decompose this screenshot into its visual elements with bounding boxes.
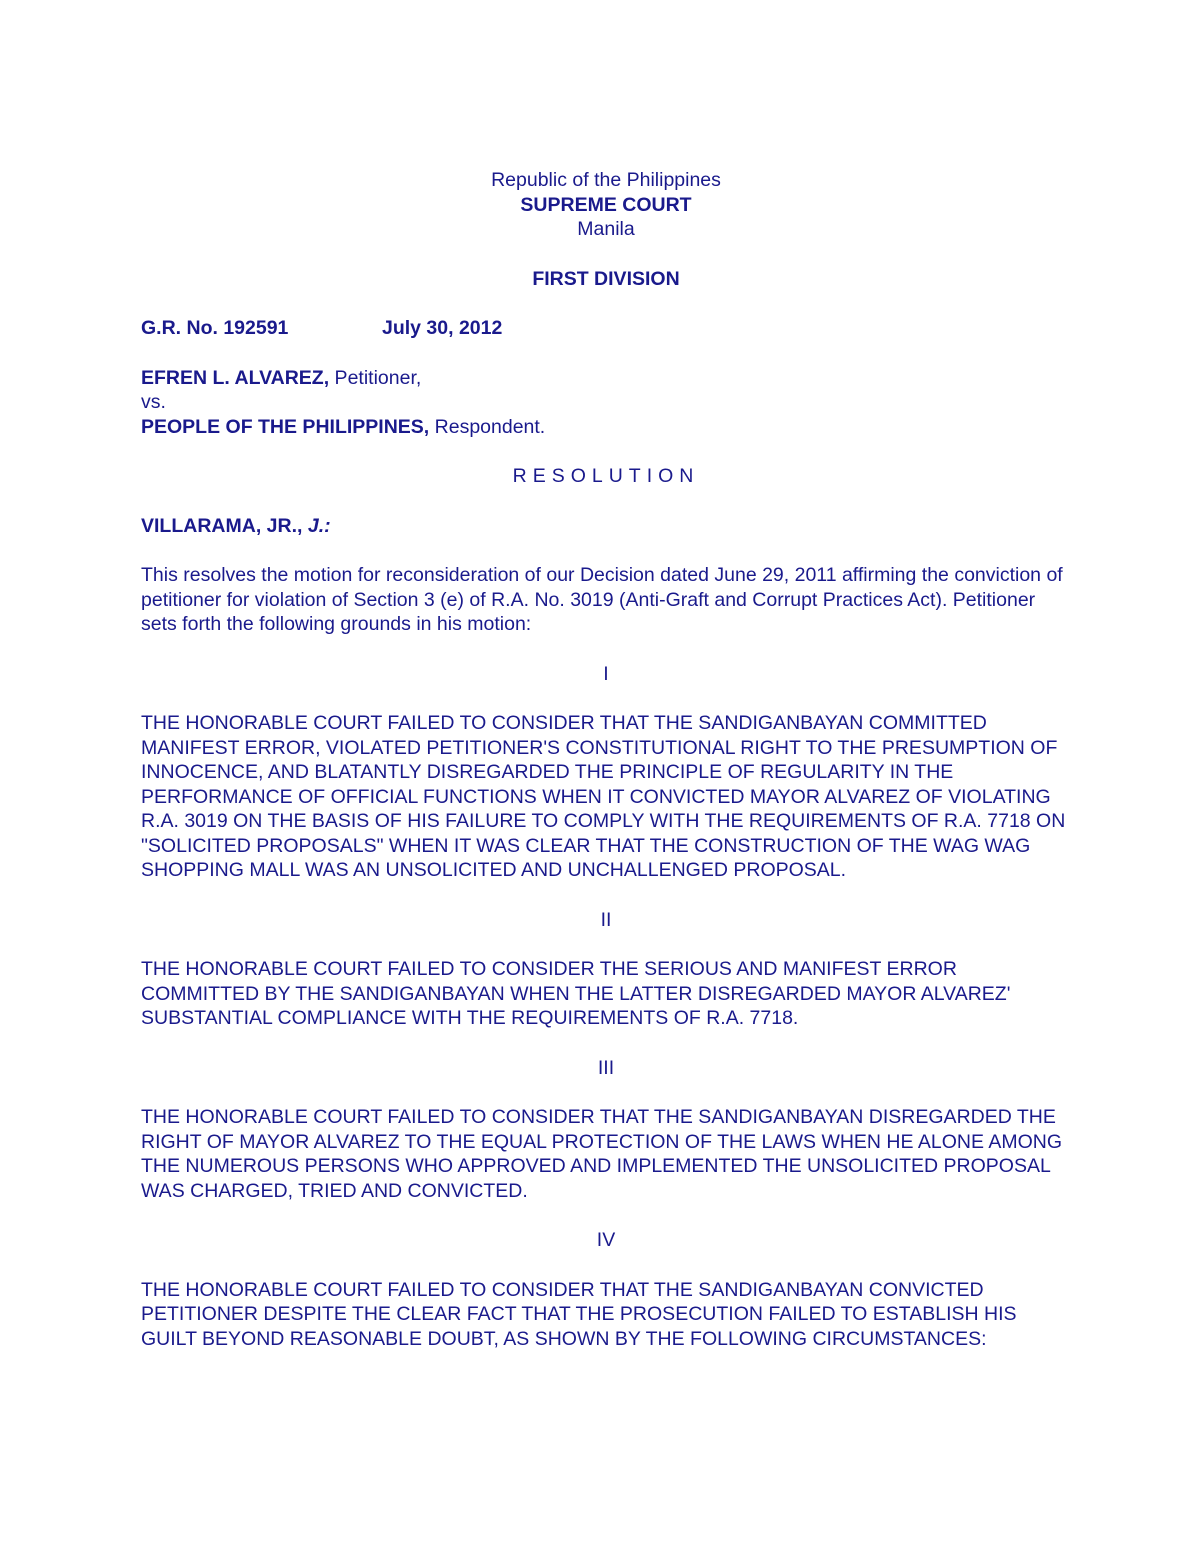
republic-heading: Republic of the Philippines <box>491 169 721 191</box>
court-heading: SUPREME COURT <box>520 193 692 216</box>
petitioner-name: EFREN L. ALVAREZ, <box>141 366 330 389</box>
document-page <box>141 168 1071 1351</box>
ground-text: THE HONORABLE COURT FAILED TO CONSIDER THAT THE SANDIGANBAYAN CONVICTED PETITIONER DESPITE THE CLEAR FACT THAT THE PROSECUTION FAILED TO ESTABLISH HIS GUILT BEYOND REASONABLE DOUBT, AS SHOWN BY THE FOLLOWING CIRCUMSTANCES: <box>141 1278 1017 1350</box>
petitioner-line <box>141 366 1071 391</box>
gr-number: G.R. No. 192591 <box>141 317 289 339</box>
decision-date: July 30, 2012 <box>382 317 503 339</box>
ponente-suffix: J.: <box>307 514 331 537</box>
ground-numeral: IV <box>596 1229 616 1251</box>
city-heading: Manila <box>577 218 635 240</box>
division-heading: FIRST DIVISION <box>532 267 680 290</box>
respondent-role: Respondent. <box>429 415 546 438</box>
versus: vs. <box>141 391 166 413</box>
respondent-name: PEOPLE OF THE PHILIPPINES, <box>141 415 430 438</box>
case-number-line <box>141 316 1071 341</box>
ground-numeral: III <box>597 1056 615 1079</box>
ponente-name: VILLARAMA, JR., <box>141 514 303 537</box>
ponente-line <box>141 514 1071 539</box>
resolution-title: RESOLUTION <box>512 465 700 487</box>
respondent-line <box>141 415 1071 440</box>
ground-text: THE HONORABLE COURT FAILED TO CONSIDER THAT THE SANDIGANBAYAN COMMITTED MANIFEST ERROR, VIOLATED PETITIONER'S CONSTITUTIONAL RIGHT TO THE PRESUMPTION OF INNOCENCE, AND BLATANTLY DISREGARDED THE PRINCIPLE OF REGULARITY IN THE PERFORMANCE OF OFFICIAL FUNCTIONS WHEN IT CONVICTED MAYOR ALVAREZ OF VIOLATING R.A. 3019 ON THE BASIS OF HIS FAILURE TO COMPLY WITH THE REQUIREMENTS OF R.A. 7718 ON "SOLICITED PROPOSALS" WHEN IT WAS CLEAR THAT THE CONSTRUCTION OF THE WAG WAG SHOPPING MALL WAS AN UNSOLICITED AND UNCHALLENGED PROPOSAL. <box>141 712 1066 881</box>
intro-paragraph: This resolves the motion for reconsideration of our Decision dated June 29, 2011 affirming the conviction of petitioner for violation of Section 3 (e) of R.A. No. 3019 (Anti-Graft and Corrupt Practices Act). Petitioner sets forth the following grounds in his motion: <box>141 564 1063 635</box>
ground-numeral: II <box>600 908 612 931</box>
petitioner-role: Petitioner, <box>329 366 422 389</box>
ground-text: THE HONORABLE COURT FAILED TO CONSIDER THE SERIOUS AND MANIFEST ERROR COMMITTED BY THE SANDIGANBAYAN WHEN THE LATTER DISREGARDED MAYOR ALVAREZ' SUBSTANTIAL COMPLIANCE WITH THE REQUIREMENTS OF R.A. 7718. <box>141 958 1011 1029</box>
ground-text: THE HONORABLE COURT FAILED TO CONSIDER THAT THE SANDIGANBAYAN DISREGARDED THE RIGHT OF MAYOR ALVAREZ TO THE EQUAL PROTECTION OF THE LAWS WHEN HE ALONE AMONG THE NUMEROUS PERSONS WHO APPROVED AND IMPLEMENTED THE UNSOLICITED PROPOSAL WAS CHARGED, TRIED AND CONVICTED. <box>141 1106 1062 1202</box>
ground-numeral: I <box>603 662 609 685</box>
